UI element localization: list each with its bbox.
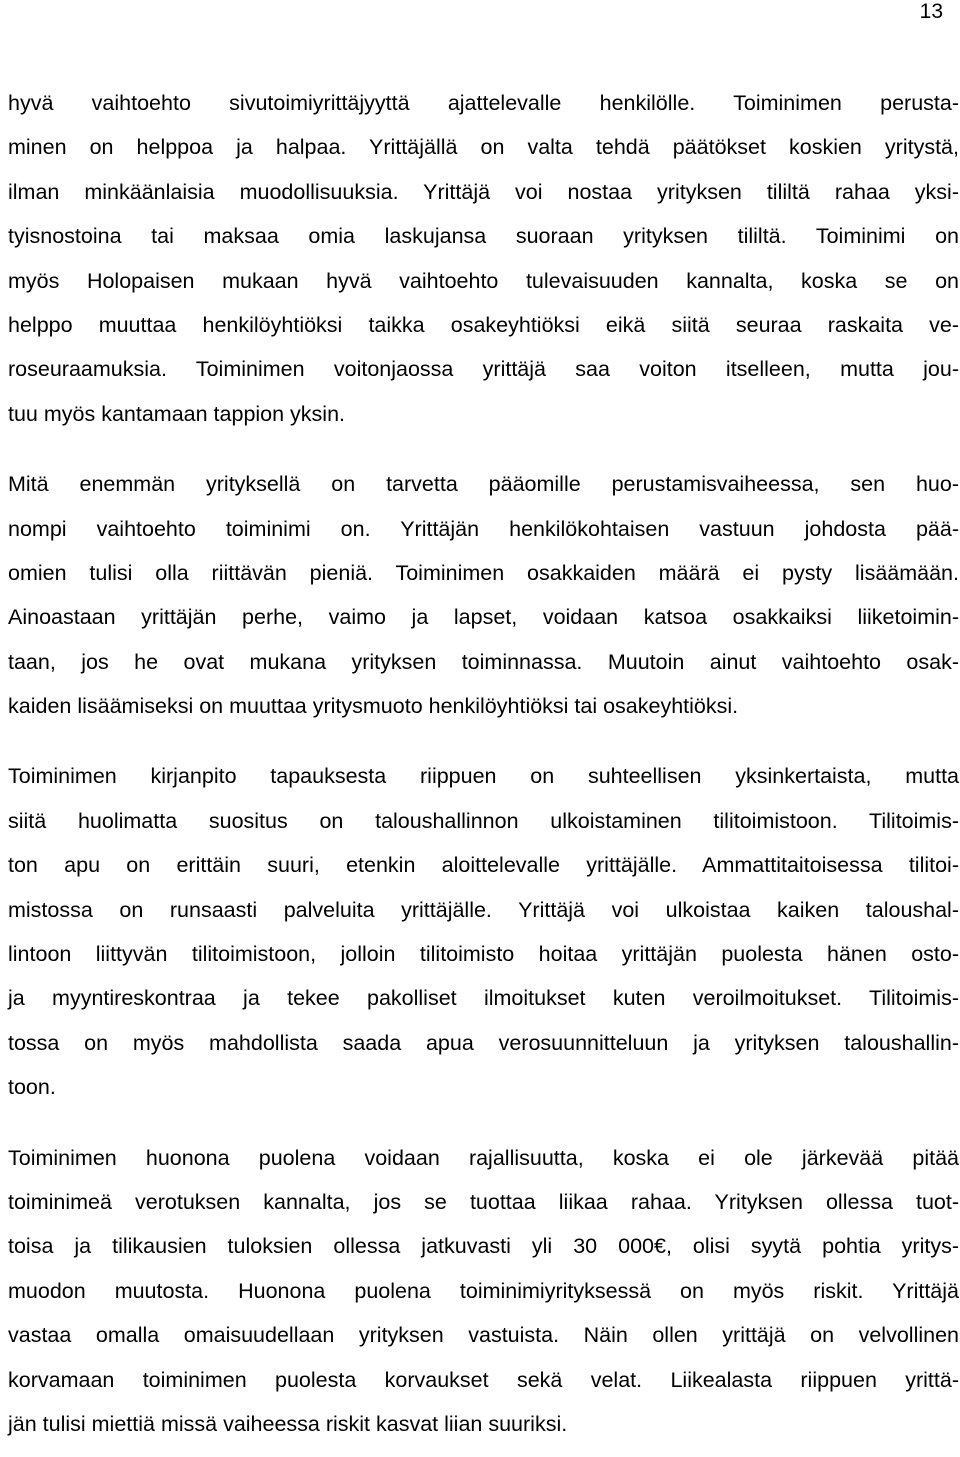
text-line: Mitä enemmän yrityksellä on tarvetta pääomille perustamisvaiheessa, sen huo-	[8, 472, 959, 497]
text-line: tyisnostoina tai maksaa omia laskujansa suoraan yrityksen tililtä. Toiminimi on	[8, 224, 959, 249]
text-line: roseuraamuksia. Toiminimen voitonjaossa yrittäjä saa voiton itselleen, mutta jou-	[8, 357, 959, 382]
text-line: ton apu on erittäin suuri, etenkin aloittelevalle yrittäjälle. Ammattitaitoisessa tilitoi-	[8, 853, 959, 878]
text-line: myös Holopaisen mukaan hyvä vaihtoehto tulevaisuuden kannalta, koska se on	[8, 268, 959, 293]
paragraph-disadvantages	[8, 1136, 959, 1447]
text-line: korvamaan toiminimen puolesta korvaukset sekä velat. Liikealasta riippuen yrittä-	[8, 1367, 959, 1392]
text-line: helppo muuttaa henkilöyhtiöksi taikka osakeyhtiöksi eikä siitä seuraa raskaita ve-	[8, 312, 959, 337]
text-line: muodon muutosta. Huonona puolena toiminimiyrityksessä on myös riskit. Yrittäjä	[8, 1278, 959, 1303]
text-line: vastaa omalla omaisuudellaan yrityksen vastuista. Näin ollen yrittäjä on velvollinen	[8, 1323, 959, 1348]
text-line: mistossa on runsaasti palveluita yrittäjälle. Yrittäjä voi ulkoistaa kaiken taloushal-	[8, 897, 959, 922]
text-line: Ainoastaan yrittäjän perhe, vaimo ja lapset, voidaan katsoa osakkaiksi liiketoimin-	[8, 605, 959, 630]
text-line: ilman minkäänlaisia muodollisuuksia. Yrittäjä voi nostaa yrityksen tililtä rahaa yksi-	[8, 179, 959, 204]
text-line: hyvä vaihtoehto sivutoimiyrittäjyyttä ajattelevalle henkilölle. Toiminimen perusta-	[8, 91, 959, 115]
text-line: minen on helppoa ja halpaa. Yrittäjällä on valta tehdä päätökset koskien yritystä,	[8, 135, 959, 160]
paragraph-bookkeeping	[8, 754, 959, 1109]
text-line: toisa ja tilikausien tuloksien ollessa jatkuvasti yli 30 000€, olisi syytä pohtia yritys-	[8, 1234, 959, 1259]
page-number: 13	[919, 0, 943, 23]
text-line: Toiminimen huonona puolena voidaan rajallisuutta, koska ei ole järkevää pitää	[8, 1145, 959, 1170]
text-line: taan, jos he ovat mukana yrityksen toiminnassa. Muutoin ainut vaihtoehto osak-	[8, 649, 959, 674]
text-line: jän tulisi miettiä missä vaiheessa riskit kasvat liian suuriksi.	[8, 1411, 568, 1436]
text-line: siitä huolimatta suositus on taloushallinnon ulkoistaminen tilitoimistoon. Tilitoimis-	[8, 808, 959, 833]
text-line: tossa on myös mahdollista saada apua verosuunnitteluun ja yrityksen taloushallin-	[8, 1030, 959, 1055]
text-line: Toiminimen kirjanpito tapauksesta riippuen on suhteellisen yksinkertaista, mutta	[8, 764, 959, 789]
text-line: toon.	[8, 1075, 56, 1100]
paragraph-capital-needs	[8, 462, 959, 728]
text-line: tuu myös kantamaan tappion yksin.	[8, 401, 346, 426]
text-line: nompi vaihtoehto toiminimi on. Yrittäjän henkilökohtaisen vastuun johdosta pää-	[8, 516, 959, 541]
text-line: lintoon liittyvän tilitoimistoon, jolloin tilitoimisto hoitaa yrittäjän puolesta hänen osto-	[8, 942, 959, 967]
body-text	[8, 81, 959, 1446]
paragraph-sole-proprietor-advantages	[8, 81, 959, 436]
text-line: ja myyntireskontraa ja tekee pakolliset ilmoitukset kuten veroilmoitukset. Tilitoimis-	[8, 986, 959, 1011]
text-line: omien tulisi olla riittävän pieniä. Toiminimen osakkaiden määrä ei pysty lisäämään.	[8, 560, 959, 585]
text-line: toiminimeä verotuksen kannalta, jos se tuottaa liikaa rahaa. Yrityksen ollessa tuot-	[8, 1189, 959, 1214]
text-line: kaiden lisäämiseksi on muuttaa yritysmuoto henkilöyhtiöksi tai osakeyhtiöksi.	[8, 694, 739, 719]
